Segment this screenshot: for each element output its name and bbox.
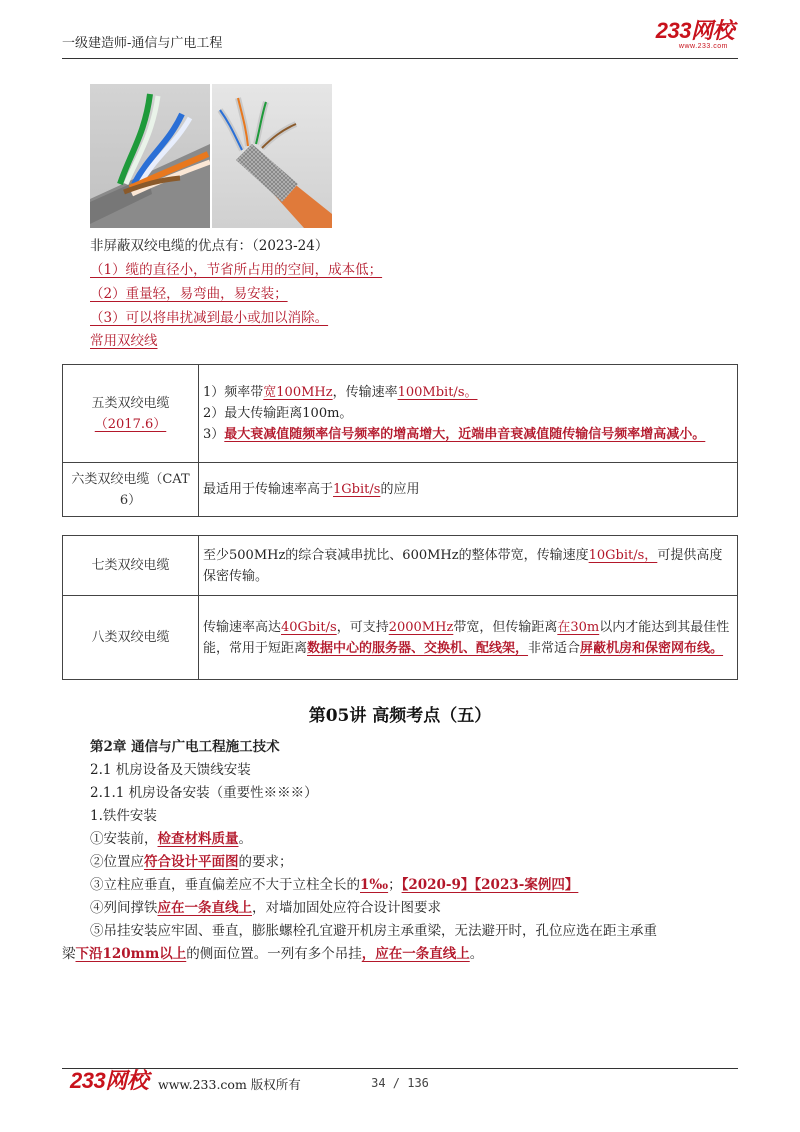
subsection-heading: 2.1.1 机房设备安装（重要性※※※） <box>90 785 318 801</box>
lecture-title: 第05讲 高频考点（五） <box>308 706 492 726</box>
item-heading: 1.铁件安装 <box>90 808 157 824</box>
point-3: ③立柱应垂直，垂直偏差应不大于立柱全长的1‰；【2020-9】【2023-案例四】 <box>90 877 579 893</box>
page-number: 34 / 136 <box>371 1076 429 1090</box>
point-5-continued: 梁下沿120mm以上的侧面位置。一列有多个吊挂，应在一条直线上。 <box>62 946 484 962</box>
cable-desc-cat8: 传输速率高达40Gbit/s，可支持2000MHz带宽，但传输距离在30m以内才能达到其最佳性能，常用于短距离数据中心的服务器、交换机、配线架，非常适合屏蔽机房和保密网布线。 <box>199 596 738 680</box>
brand-logo: 233网校 <box>655 18 734 43</box>
intro-point-2: （2）重量轻，易弯曲，易安装； <box>90 286 288 302</box>
unshielded-twisted-pair-photo <box>90 84 210 228</box>
header-title: 一级建造师-通信与广电工程 <box>62 36 223 51</box>
table-row <box>63 596 738 680</box>
cable-table-1 <box>62 364 738 517</box>
shielded-twisted-pair-photo <box>212 84 332 228</box>
cable-label-cat8: 八类双绞电缆 <box>63 596 199 680</box>
cable-desc-cat7: 至少500MHz的综合衰减串扰比、600MHz的整体带宽，传输速度10Gbit/s，可提供高度保密传输。 <box>199 536 738 596</box>
intro-heading: 非屏蔽双绞电缆的优点有：（2023-24） <box>90 238 329 254</box>
brand-logo-url: www.233.com <box>678 43 728 50</box>
point-1: ①安装前，检查材料质量。 <box>90 831 252 847</box>
cable-desc-cat6: 最适用于传输速率高于1Gbit/s的应用 <box>199 463 738 517</box>
intro-point-3: （3）可以将串扰减到最小或加以消除。 <box>90 310 329 326</box>
table-row <box>63 536 738 596</box>
point-4: ④列间撑铁应在一条直线上，对墙加固处应符合设计图要求 <box>90 900 441 916</box>
cable-label-cat7: 七类双绞电缆 <box>63 536 199 596</box>
footer-divider <box>62 1068 738 1069</box>
cable-table-2 <box>62 535 738 680</box>
section-heading: 2.1 机房设备及天馈线安装 <box>90 762 251 778</box>
intro-point-1: （1）缆的直径小，节省所占用的空间，成本低； <box>90 262 383 278</box>
intro-subheading: 常用双绞线 <box>90 333 158 349</box>
point-5: ⑤吊挂安装应牢固、垂直，膨胀螺栓孔宜避开机房主承重梁，无法避开时，孔位应选在距主承重 <box>90 923 657 939</box>
footer-logo: 233网校 <box>70 1068 149 1093</box>
table-row <box>63 365 738 463</box>
footer-copyright: www.233.com 版权所有 <box>158 1077 301 1092</box>
point-2: ②位置应符合设计平面图的要求； <box>90 854 293 870</box>
cable-label-cat5: 五类双绞电缆（2017.6） <box>63 365 199 463</box>
header-divider <box>62 58 738 59</box>
cable-label-cat6: 六类双绞电缆（CAT 6） <box>63 463 199 517</box>
cable-desc-cat5: 1）频率带宽100MHz，传输速率100Mbit/s。 2）最大传输距离100m。 3）最大衰减值随频率信号频率的增高增大，近端串音衰减值随传输信号频率增高减小。 <box>199 365 738 463</box>
table-row <box>63 463 738 517</box>
chapter-heading: 第2章 通信与广电工程施工技术 <box>90 739 280 755</box>
